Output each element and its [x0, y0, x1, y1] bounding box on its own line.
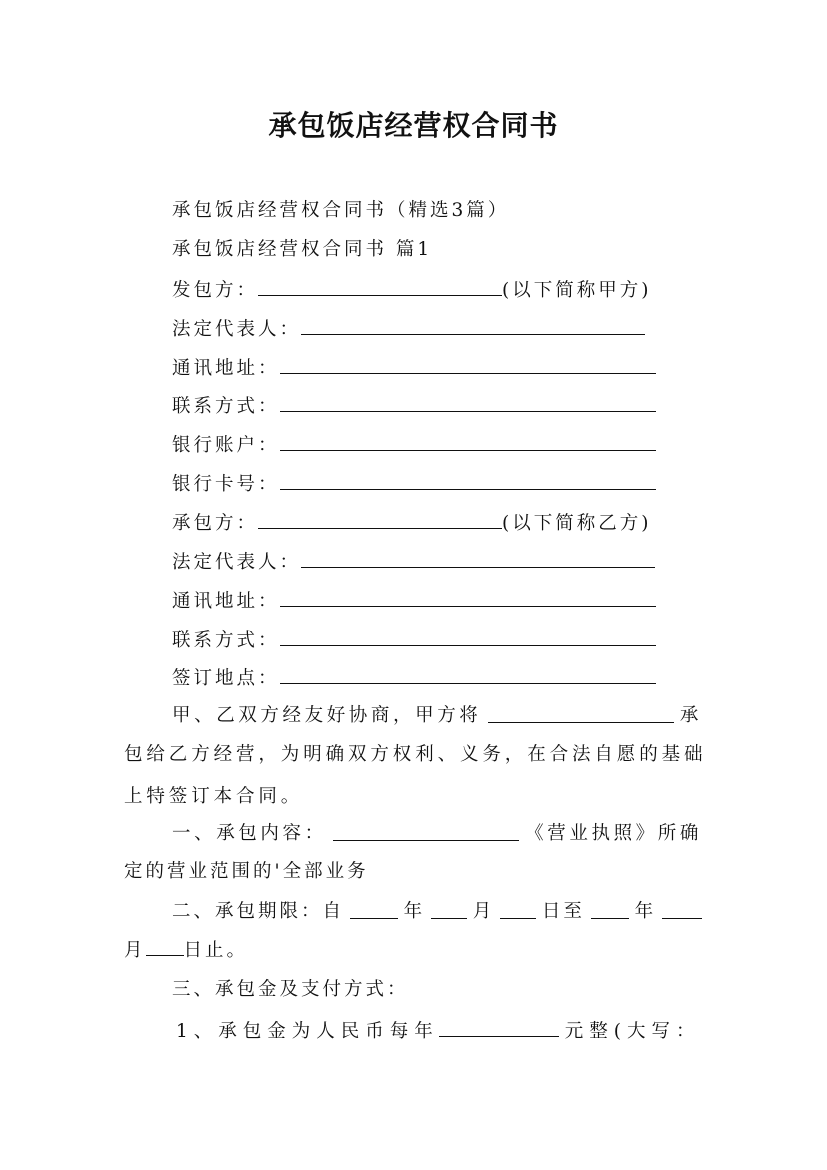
field-blank	[280, 665, 656, 684]
party-a-suffix: (以下简称甲方)	[502, 280, 652, 301]
party-b-blank	[258, 510, 502, 529]
clause-text: 二、承包期限：自	[172, 901, 345, 922]
clause-2-line-2	[124, 937, 248, 961]
field-line	[172, 355, 656, 379]
field-blank	[280, 432, 656, 451]
clause-text: 1、承包金为人民币每年	[176, 1021, 439, 1042]
intro-text: 承	[679, 705, 702, 726]
party-b-label: 承包方：	[172, 513, 259, 534]
field-label: 联系方式：	[172, 630, 280, 651]
clause-text: 月	[472, 901, 495, 922]
party-a-label: 发包方：	[172, 280, 259, 301]
intro-line-2: 包给乙方经营，为明确双方权利、义务，在合法自愿的基础	[124, 744, 707, 765]
field-line	[172, 471, 656, 495]
amount-blank	[439, 1018, 559, 1037]
party-a-line	[172, 277, 651, 301]
clause-text: 年	[403, 901, 426, 922]
field-line	[172, 549, 655, 573]
clause-1-line-1	[172, 822, 702, 846]
clause-1-blank	[333, 822, 519, 841]
field-label: 银行账户：	[172, 435, 280, 456]
field-label: 通讯地址：	[172, 591, 280, 612]
year-blank	[591, 900, 629, 919]
year-blank	[350, 900, 398, 919]
clause-text: 一、承包内容：	[172, 823, 327, 844]
month-blank	[431, 900, 467, 919]
field-line	[172, 665, 656, 689]
clause-2-line-1	[172, 900, 702, 924]
field-label: 联系方式：	[172, 396, 280, 417]
field-blank	[301, 549, 655, 568]
field-line	[172, 393, 656, 417]
field-label: 签订地点：	[172, 668, 280, 689]
field-line	[172, 316, 645, 340]
field-label: 法定代表人：	[172, 552, 302, 573]
clause-text: 日至	[541, 901, 585, 922]
field-label: 法定代表人：	[172, 319, 302, 340]
party-b-line	[172, 510, 651, 534]
day-blank	[500, 900, 536, 919]
clause-text: 元整(大写：	[564, 1021, 701, 1042]
party-b-suffix: (以下简称乙方)	[502, 513, 652, 534]
intro-text: 甲、乙双方经友好协商，甲方将	[172, 705, 482, 726]
field-blank	[280, 588, 656, 607]
document-title: 承包饭店经营权合同书	[268, 109, 559, 142]
subtitle: 承包饭店经营权合同书（精选3篇）	[172, 200, 510, 221]
field-blank	[280, 393, 656, 412]
field-label: 银行卡号：	[172, 474, 280, 495]
field-line	[172, 432, 656, 456]
clause-1-line-2: 定的营业范围的'全部业务	[124, 861, 369, 882]
month-blank	[662, 900, 702, 919]
field-blank	[280, 471, 656, 490]
day-blank	[146, 937, 184, 956]
clause-text: 月	[124, 940, 146, 961]
field-line	[172, 588, 656, 612]
clause-text: 日止。	[183, 940, 249, 961]
clause-3-item-1	[176, 1018, 701, 1042]
clause-3-heading: 三、承包金及支付方式：	[172, 979, 409, 1000]
section-heading: 承包饭店经营权合同书 篇1	[172, 239, 433, 260]
intro-line-1	[172, 704, 702, 728]
field-line	[172, 627, 656, 651]
field-label: 通讯地址：	[172, 358, 280, 379]
field-blank	[280, 355, 656, 374]
field-blank	[301, 316, 645, 335]
intro-blank	[488, 704, 674, 723]
party-a-blank	[258, 277, 502, 296]
clause-text: 《营业执照》所确	[525, 823, 702, 844]
intro-line-3: 上特签订本合同。	[124, 786, 304, 807]
clause-text: 年	[634, 901, 657, 922]
field-blank	[280, 627, 656, 646]
